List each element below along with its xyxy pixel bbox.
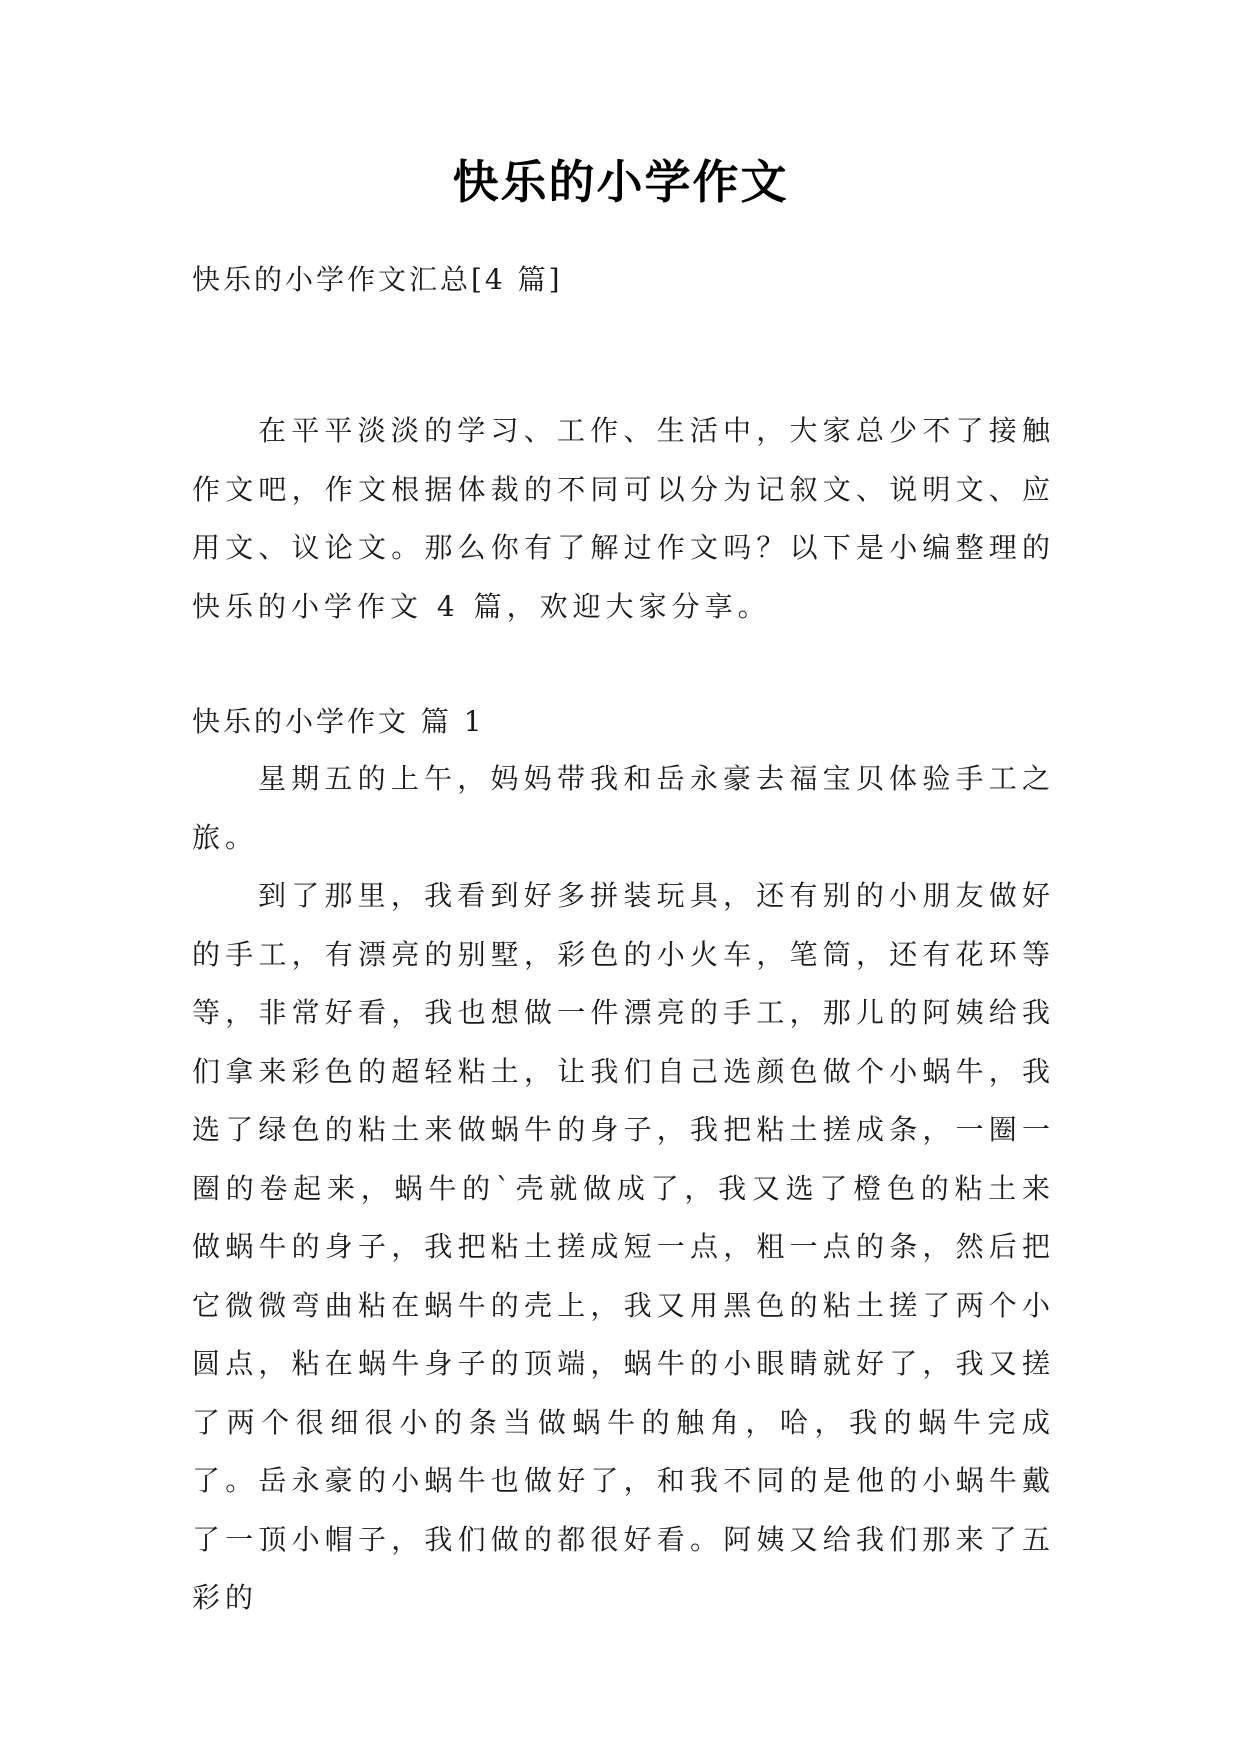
body-paragraph: 星期五的上午，妈妈带我和岳永豪去福宝贝体验手工之旅。: [192, 762, 1055, 854]
document-subtitle: 快乐的小学作文汇总[4 篇]: [192, 263, 563, 296]
section-heading: 快乐的小学作文 篇 1: [192, 705, 485, 738]
body-paragraph: 到了那里，我看到好多拼装玩具，还有别的小朋友做好的手工，有漂亮的别墅，彩色的小火车，笔筒，还有花环等等，非常好看，我也想做一件漂亮的手工，那儿的阿姨给我们拿来彩色的超轻粘土，让我们自己选颜色做个小蜗牛，我选了绿色的粘土来做蜗牛的身子，我把粘土搓成条，一圈一圈的卷起来，蜗牛的`壳就做成了，我又选了橙色的粘土来做蜗牛的身子，我把粘土搓成短一点，粗一点的条，然后把它微微弯曲粘在蜗牛的壳上，我又用黑色的粘土搓了两个小圆点，粘在蜗牛身子的顶端，蜗牛的小眼睛就好了，我又搓了两个很细很小的条当做蜗牛的触角，哈，我的蜗牛完成了。岳永豪的小蜗牛也做好了，和我不同的是他的小蜗牛戴了一顶小帽子，我们做的都很好看。阿姨又给我们那来了五彩的: [192, 879, 1055, 1614]
page-title: 快乐的小学作文: [452, 155, 789, 209]
intro-paragraph: 在平平淡淡的学习、工作、生活中，大家总少不了接触作文吧，作文根据体裁的不同可以分为记叙文、说明文、应用文、议论文。那么你有了解过作文吗？以下是小编整理的快乐的小学作文 4 篇，欢迎大家分享。: [192, 414, 1055, 623]
